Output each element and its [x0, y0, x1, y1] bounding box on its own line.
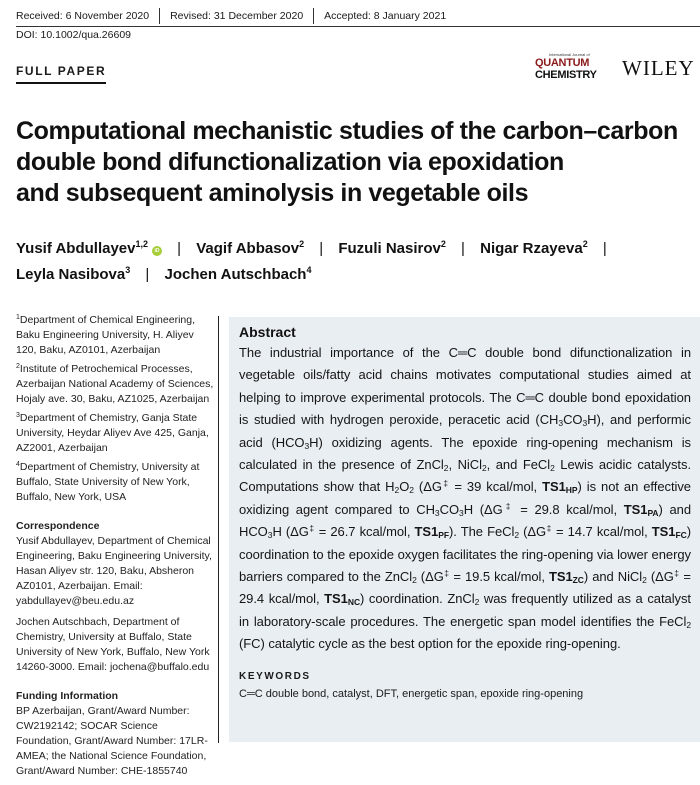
title-line: double bond difunctionalization via epoxidation: [16, 148, 564, 176]
abstract-segment: 3: [558, 418, 564, 429]
abstract-segment: 2: [481, 463, 487, 474]
author: [16, 266, 130, 283]
author-affiliation-ref: 2: [299, 239, 305, 249]
abstract-segment: ) is not an effective oxidizing agent compared to CH: [239, 479, 691, 517]
abstract-segment: PA: [647, 507, 659, 518]
affiliation: [16, 411, 214, 456]
keywords-heading: KEYWORDS: [239, 670, 311, 682]
author: [16, 240, 162, 257]
author-name: Leyla Nasibova: [16, 266, 126, 283]
author-name: Fuzuli Nasirov: [338, 240, 441, 257]
revised-date: Revised: 31 December 2020: [159, 8, 313, 24]
left-column: [16, 313, 214, 785]
abstract-segment: H (ΔG: [463, 501, 503, 517]
author-affiliation-ref: 1,2: [135, 239, 148, 249]
abstract-segment: ‡: [308, 523, 315, 534]
abstract-segment: TS1: [651, 524, 676, 540]
abstract-segment: = 26.7 kcal/mol,: [314, 524, 415, 540]
abstract-segment: 2: [550, 463, 555, 474]
author-separator: |: [145, 266, 150, 283]
correspondence-entry: Jochen Autschbach, Department of Chemistry, University at Buffalo, State University of New York, Buffalo, New York 14260-3000. Email: jochena@buffalo.edu: [16, 616, 210, 673]
author-list: [16, 236, 700, 288]
abstract-segment: O: [399, 479, 410, 495]
abstract-segment: The industrial importance of the C═C double bond difunctionalization in vegetable oils/fatty acid chains motivates computational studies aimed at helping to improve experimental protocols. The C═C double bond epoxidation is studied with hydrogen peroxide, peracetic acid (CH: [239, 345, 691, 428]
abstract-segment: was frequently utilized as a catalyst in laboratory-scale procedures. The energetic span model identifies the FeCl: [239, 591, 691, 629]
keywords-text: C═C double bond, catalyst, DFT, energetic span, epoxide ring-opening: [239, 687, 584, 700]
abstract-segment: 3: [304, 440, 310, 451]
abstract-segment: ‡: [441, 478, 450, 489]
abstract-segment: ) coordination to the epoxide oxygen facilitates the ring-opening via lower energy barriers compared to the ZnCl: [239, 524, 691, 585]
abstract-segment: 2: [686, 619, 691, 630]
abstract-segment: = 14.7 kcal/mol,: [551, 524, 652, 540]
abstract-segment: 2: [514, 530, 520, 541]
abstract-segment: TS1: [548, 569, 573, 585]
accepted-date: Accepted: 8 January 2021: [313, 8, 456, 24]
journal-logo-line1: QUANTUM: [535, 57, 590, 69]
abstract-segment: 2: [409, 485, 414, 496]
abstract-segment: 2: [642, 575, 647, 586]
affiliation: [16, 362, 214, 407]
abstract-segment: Lewis acidic catalysts. Computations show that H: [239, 457, 692, 495]
author-name: Jochen Autschbach: [164, 266, 307, 283]
abstract-segment: H), and performic acid (HCO: [239, 412, 691, 450]
author: [164, 266, 311, 283]
article-type: FULL PAPER: [16, 64, 106, 84]
abstract-segment: , and FeCl: [486, 457, 551, 473]
affiliation-number: 4: [16, 461, 20, 468]
affiliation-number: 1: [16, 314, 20, 321]
abstract-segment: 3: [267, 530, 273, 541]
abstract-segment: ZC: [572, 575, 584, 586]
abstract-segment: NC: [347, 597, 361, 608]
abstract-segment: 2: [474, 597, 480, 608]
author: [338, 240, 446, 257]
affiliation-number: 3: [16, 412, 20, 419]
funding-text: BP Azerbaijan, Grant/Award Number: CW2192142; SOCAR Science Foundation, Grant/Award Number: 17LR-AMEA; the National Science Foundation, Grant/Award Number: CHE-1855740: [16, 705, 208, 777]
abstract-segment: ‡: [502, 500, 514, 511]
author-affiliation-ref: 4: [306, 265, 312, 275]
title-line: and subsequent aminolysis in vegetable oils: [16, 179, 529, 207]
abstract-segment: , NiCl: [448, 457, 482, 473]
abstract-segment: H) oxidizing agents. The epoxide ring-opening mechanism is calculated in the presence of ZnCl: [239, 434, 691, 473]
author: [196, 240, 304, 257]
orcid-icon[interactable]: iD: [152, 246, 162, 256]
abstract-segment: TS1: [542, 479, 566, 495]
author-name: Nigar Rzayeva: [480, 240, 583, 257]
abstract-segment: 2: [394, 485, 400, 496]
abstract-segment: = 29.8 kcal/mol,: [513, 501, 624, 517]
author-separator: |: [177, 240, 182, 257]
abstract-segment: = 19.5 kcal/mol,: [449, 569, 549, 585]
abstract-segment: 3: [459, 507, 464, 518]
abstract-segment: TS1: [623, 501, 648, 517]
abstract-segment: HP: [565, 485, 578, 496]
affiliation-text: Department of Chemical Engineering, Baku Engineering University, H. Aliyev 120, Baku, AZ0101, Azerbaijan: [16, 314, 195, 356]
abstract-segment: ‡: [673, 568, 680, 579]
abstract-segment: (FC) catalytic cycle as the best option for the epoxide ring-opening.: [239, 636, 621, 652]
affiliation-number: 2: [16, 363, 20, 370]
abstract-segment: ) coordination. ZnCl: [360, 591, 475, 607]
abstract-segment: CO: [563, 412, 583, 428]
abstract-segment: H (ΔG: [272, 524, 309, 540]
affiliation: [16, 460, 214, 505]
abstract-heading: Abstract: [239, 324, 296, 340]
abstract-segment: ‡: [546, 523, 552, 534]
doi[interactable]: DOI: 10.1002/qua.26609: [16, 29, 132, 41]
funding-heading: Funding Information: [16, 690, 119, 702]
article-title: [16, 116, 696, 209]
author-affiliation-ref: 2: [440, 239, 446, 249]
correspondence-entry: Yusif Abdullayev, Department of Chemical Engineering, Baku Engineering University, Hasan Aliyev str. 120, Baku, Absheron AZ0101, Azerbaijan. Email: yabdullayev@beu.edu.az: [16, 535, 212, 607]
abstract-segment: ‡: [443, 568, 450, 579]
abstract-segment: 2: [412, 575, 417, 586]
title-line: Computational mechanistic studies of the carbon–carbon: [16, 117, 678, 145]
abstract-segment: FC: [675, 530, 687, 541]
author-affiliation-ref: 2: [582, 239, 588, 249]
abstract-segment: 3: [434, 507, 440, 518]
received-date: Received: 6 November 2020: [16, 10, 150, 22]
abstract-segment: ) and HCO: [239, 501, 692, 540]
abstract-segment: ). The FeCl: [449, 524, 515, 540]
abstract-segment: 2: [443, 463, 449, 474]
journal-logo-line2: CHEMISTRY: [535, 69, 597, 81]
abstract-text: [239, 342, 691, 656]
correspondence-heading: Correspondence: [16, 520, 100, 532]
abstract-segment: CO: [439, 501, 460, 517]
column-divider: [218, 316, 219, 743]
author: [480, 240, 588, 257]
affiliation-text: Institute of Petrochemical Processes, Azerbaijan National Academy of Sciences, Hojaly ave. 30, Baku, AZ1025, Azerbaijan: [16, 363, 214, 405]
abstract-segment: (ΔG: [413, 479, 442, 495]
journal-logo-small: International Journal of: [549, 52, 590, 57]
abstract-segment: = 29.4 kcal/mol,: [239, 569, 691, 607]
abstract-segment: ) and NiCl: [583, 569, 643, 585]
abstract-segment: = 39 kcal/mol,: [449, 479, 543, 495]
abstract-segment: (ΔG: [519, 524, 547, 540]
affiliation: [16, 313, 214, 358]
journal-logo: [535, 52, 619, 81]
abstract-segment: PF: [438, 530, 449, 541]
abstract-box: [229, 317, 700, 742]
abstract-segment: (ΔG: [646, 569, 674, 585]
article-dates: [16, 6, 700, 27]
author-separator: |: [461, 240, 465, 257]
abstract-segment: TS1: [324, 591, 348, 607]
publisher-logo: WILEY: [622, 56, 695, 80]
author-separator: |: [602, 240, 607, 257]
abstract-segment: TS1: [414, 524, 439, 540]
abstract-segment: 3: [582, 418, 588, 429]
author-name: Yusif Abdullayev: [16, 240, 136, 257]
affiliation-text: Department of Chemistry, Ganja State University, Heydar Aliyev Ave 425, Ganja, AZ2001, Azerbaijan: [16, 412, 209, 454]
author-name: Vagif Abbasov: [196, 240, 300, 257]
author-affiliation-ref: 3: [125, 265, 131, 275]
affiliation-text: Department of Chemistry, University at Buffalo, State University of New York, Buffalo, New York, USA: [16, 461, 200, 503]
author-separator: |: [319, 240, 324, 257]
abstract-segment: (ΔG: [416, 569, 444, 585]
